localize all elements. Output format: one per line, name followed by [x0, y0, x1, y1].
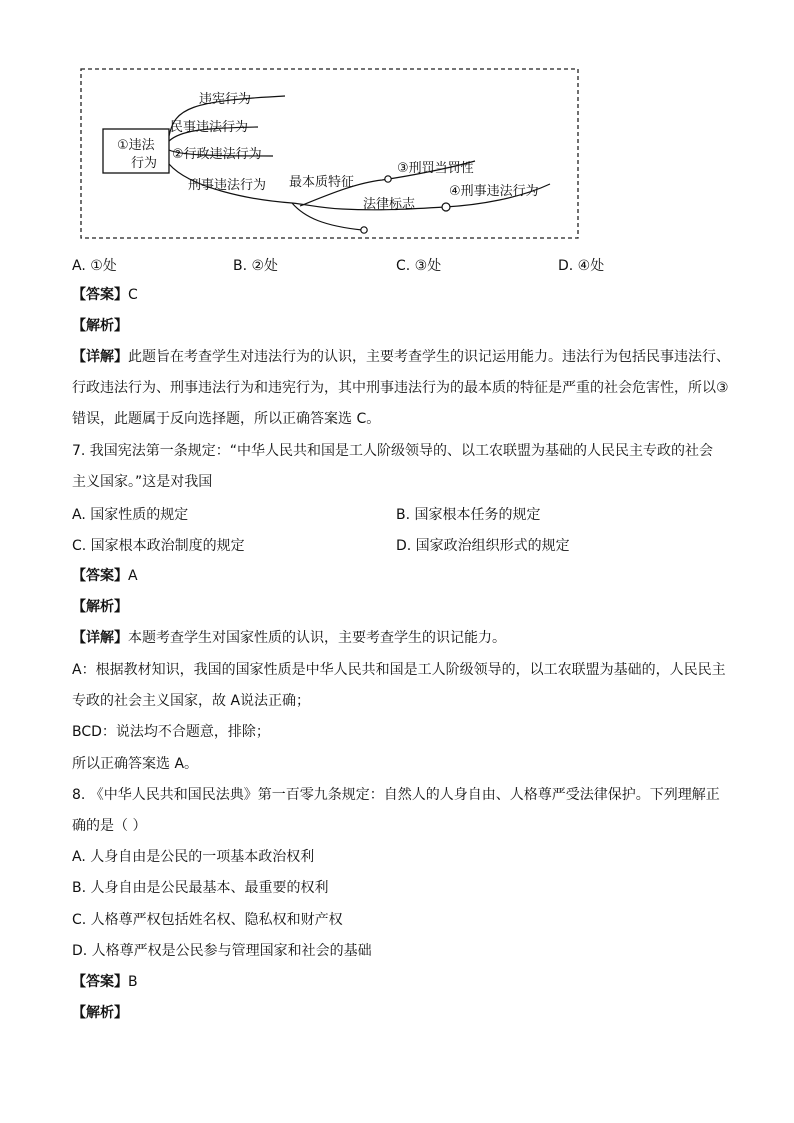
- diagram-branch-administrative: ②行政违法行为: [172, 147, 262, 162]
- diagram-sub-criminal-act: ④刑事违法行为: [449, 184, 539, 199]
- q8-answer: [72, 972, 138, 992]
- q7-option-d[interactable]: D. 国家政治组织形式的规定: [396, 538, 570, 554]
- diagram-branch-criminal: 刑事违法行为: [188, 178, 267, 193]
- q7-detail-text: 本题考查学生对国家性质的认识，主要考查学生的识记能力。: [128, 630, 506, 646]
- q8-option-c[interactable]: C. 人格尊严权包括姓名权、隐私权和财产权: [72, 912, 343, 928]
- diagram-branch-civil: 民事违法行为: [170, 120, 249, 135]
- q8-answer-label: 【答案】: [72, 974, 128, 990]
- q7-detail-label: 【详解】: [72, 630, 128, 646]
- diagram-sub-punishability: ③刑罚当罚性: [397, 161, 474, 176]
- diagram-box-line1: ①违法: [117, 138, 155, 153]
- q6-detail-line3: 错误，此题属于反向选择题，所以正确答案选 C。: [72, 411, 381, 427]
- q7-option-a[interactable]: A. 国家性质的规定: [72, 507, 189, 523]
- diagram-branch-unconstitutional: 违宪行为: [199, 92, 252, 107]
- q7-stem-line2: 主义国家。”这是对我国: [72, 474, 213, 490]
- q6-option-d[interactable]: D. ④处: [558, 258, 605, 274]
- q7-option-b[interactable]: B. 国家根本任务的规定: [396, 507, 541, 523]
- q7-conclusion: 所以正确答案选 A。: [72, 756, 199, 772]
- q6-detail-line1: [72, 347, 730, 367]
- q8-answer-value: B: [128, 974, 138, 990]
- q6-option-c[interactable]: C. ③处: [396, 258, 442, 274]
- q7-analysis-label: 【解析】: [72, 599, 128, 615]
- q7-detail-line: [72, 628, 506, 648]
- q7-explain-a-line2: 专政的社会主义国家，故 A说法正确；: [72, 693, 311, 709]
- q8-stem-line2: 确的是（ ）: [72, 818, 147, 834]
- q7-explain-a-line1: A：根据教材知识，我国的国家性质是中华人民共和国是工人阶级领导的，以工农联盟为基础的，人民民主: [72, 662, 726, 678]
- q7-answer-label: 【答案】: [72, 568, 128, 584]
- diagram-sub-basic-feature: 最本质特征: [289, 175, 355, 190]
- q8-stem-line1: 8. 《中华人民共和国民法典》第一百零九条规定：自然人的人身自由、人格尊严受法律保护。下列理解正: [72, 787, 720, 803]
- q7-stem-line1: 7. 我国宪法第一条规定：“中华人民共和国是工人阶级领导的、以工农联盟为基础的人民民主专政的社会: [72, 443, 714, 459]
- q6-option-b[interactable]: B. ②处: [233, 258, 279, 274]
- diagram-box-line2: 行为: [131, 156, 158, 171]
- q6-answer-label: 【答案】: [72, 287, 128, 303]
- q7-explain-bcd: BCD：说法均不合题意，排除；: [72, 724, 270, 740]
- q6-detail-line2: 行政违法行为、刑事违法行为和违宪行为，其中刑事违法行为的最本质的特征是严重的社会危害性，所以③: [72, 380, 729, 396]
- q7-answer-value: A: [128, 568, 138, 584]
- q6-answer: [72, 285, 138, 305]
- q6-detail-label: 【详解】: [72, 349, 128, 365]
- q6-option-a[interactable]: A. ①处: [72, 258, 117, 274]
- concept-diagram: [80, 68, 580, 240]
- q7-answer: [72, 566, 138, 586]
- diagram-sub-legal-mark: 法律标志: [363, 197, 416, 212]
- q6-answer-value: C: [128, 287, 138, 303]
- q8-option-b[interactable]: B. 人身自由是公民最基本、最重要的权利: [72, 880, 329, 896]
- q8-analysis-label: 【解析】: [72, 1005, 128, 1021]
- q7-option-c[interactable]: C. 国家根本政治制度的规定: [72, 538, 245, 554]
- q8-option-a[interactable]: A. 人身自由是公民的一项基本政治权利: [72, 849, 315, 865]
- q6-analysis-label: 【解析】: [72, 318, 128, 334]
- q6-detail-text1: 此题旨在考查学生对违法行为的认识，主要考查学生的识记运用能力。违法行为包括民事违法行、: [128, 349, 730, 365]
- q8-option-d[interactable]: D. 人格尊严权是公民参与管理国家和社会的基础: [72, 943, 372, 959]
